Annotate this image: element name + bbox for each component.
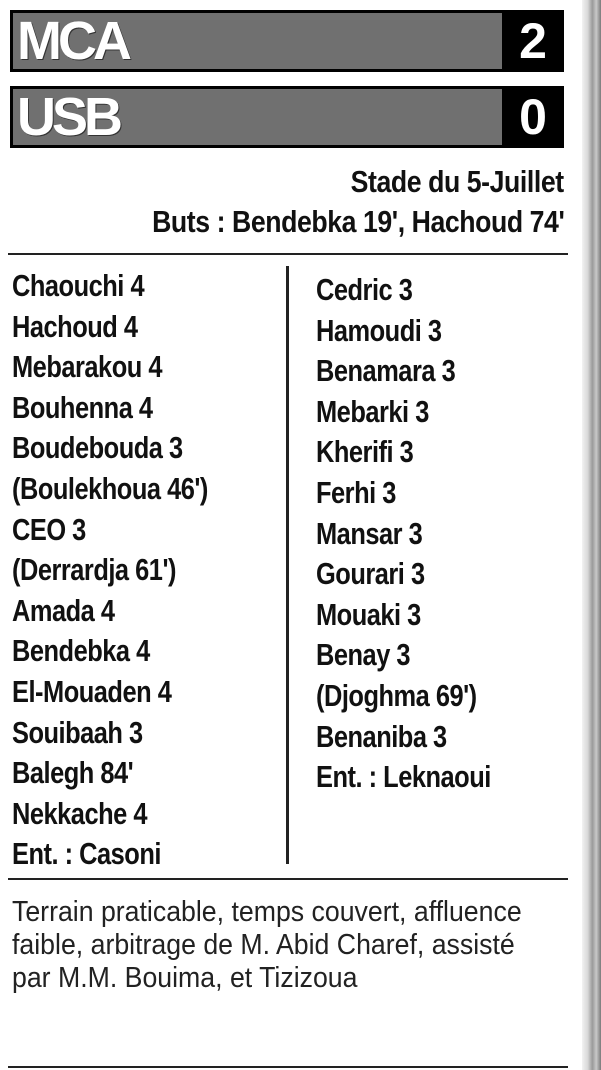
lineup-entry: Ent. : Casoni [12, 836, 161, 872]
column-divider [286, 266, 289, 864]
lineup-entry: Nekkache 4 [12, 795, 147, 831]
lineup-entry: Cedric 3 [316, 272, 413, 307]
home-lineup [12, 266, 208, 875]
home-team-name: MCA [10, 10, 502, 72]
goal-scorers: Buts : Bendebka 19', Hachoud 74' [151, 204, 564, 239]
away-lineup [316, 270, 491, 798]
lineup-entry: Boudebouda 3 [12, 430, 183, 466]
match-report: Terrain praticable, temps couvert, affluence faible, arbitrage de M. Abid Charef, assisté par M.M. Bouima, et Tizizoua [12, 896, 522, 994]
lineup-entry: Hamoudi 3 [316, 312, 442, 348]
home-score-row [10, 10, 564, 72]
lineup-entry: Mouaki 3 [316, 596, 421, 632]
lineup-entry: Mebarakou 4 [12, 349, 162, 385]
lineup-entry: (Djoghma 69') [316, 677, 477, 713]
lineup-entry: CEO 3 [12, 511, 86, 547]
divider-top [8, 253, 568, 255]
lineup-entry: Chaouchi 4 [12, 268, 145, 303]
lineup-entry: (Boulekhoua 46') [12, 470, 208, 506]
lineup-entry: Mebarki 3 [316, 393, 429, 429]
lineup-entry: (Derrardja 61') [12, 552, 176, 588]
lineup-entry: Gourari 3 [316, 556, 425, 592]
away-team-name: USB [10, 86, 502, 148]
lineup-entry: El-Mouaden 4 [12, 673, 172, 709]
lineup-entry: Souibaah 3 [12, 714, 143, 750]
divider-middle [8, 878, 568, 880]
lineup-entry: Balegh 84' [12, 755, 134, 791]
lineup-entry: Hachoud 4 [12, 308, 138, 344]
home-team-score: 2 [502, 10, 564, 72]
lineup-entry: Amada 4 [12, 592, 115, 628]
stadium-name: Stade du 5-Juillet [351, 164, 564, 199]
lineup-entry: Ferhi 3 [316, 474, 396, 510]
divider-bottom [8, 1066, 568, 1068]
lineup-entry: Bouhenna 4 [12, 389, 153, 425]
lineup-entry: Benay 3 [316, 637, 411, 673]
away-team-score: 0 [502, 86, 564, 148]
lineup-entry: Mansar 3 [316, 515, 423, 551]
lineup-entry: Bendebka 4 [12, 633, 150, 669]
away-score-row [10, 86, 564, 148]
lineup-entry: Benaniba 3 [316, 718, 447, 754]
lineup-entry: Ent. : Leknaoui [316, 759, 491, 795]
lineup-entry: Benamara 3 [316, 353, 456, 389]
photo-edge [582, 0, 601, 1070]
lineup-entry: Kherifi 3 [316, 434, 414, 470]
